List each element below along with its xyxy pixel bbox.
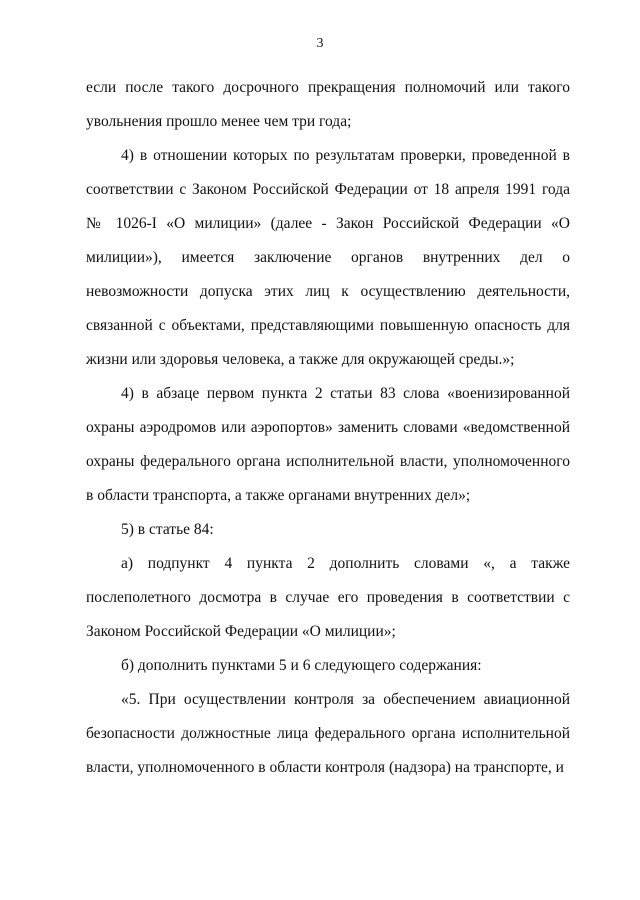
paragraph-item-4-article-83: 4) в абзаце первом пункта 2 статьи 83 слова «военизированной охраны аэродромов или аэропортов» заменить словами «ведомственной охраны федерального органа исполнительной власти, уполномоченного в области транспорта, а также органами внутренних дел»; [86, 385, 570, 504]
paragraph-subitem-b: б) дополнить пунктами 5 и 6 следующего содержания: [121, 657, 482, 674]
paragraph-item-5-article-84: 5) в статье 84: [121, 521, 214, 538]
paragraph-continuation: если после такого досрочного прекращения полномочий или такого увольнения прошло менее чем три года; [86, 79, 570, 130]
paragraph-subitem-a: а) подпункт 4 пункта 2 дополнить словами «, а также послеполетного досмотра в случае его проведения в соответствии с Законом Российской Федерации «О милиции»; [86, 555, 570, 640]
paragraph-item-4-militia: 4) в отношении которых по результатам проверки, проведенной в соответствии с Законом Российской Федерации от 18 апреля 1991 года № 1026-I «О милиции» (далее - Закон Российской Федерации «О милиции»), имеется заключение органов внутренних дел о невозможности допуска этих лиц к осуществлению деятельности, связанной с объектами, представляющими повышенную опасность для жизни или здоровья человека, а также для окружающей среды.»; [86, 147, 570, 368]
page-number: 3 [316, 36, 324, 51]
document-body [86, 71, 570, 785]
paragraph-point-5: «5. При осуществлении контроля за обеспечением авиационной безопасности должностные лица федерального органа исполнительной власти, уполномоченного в области контроля (надзора) на транспорте, и [86, 691, 570, 776]
